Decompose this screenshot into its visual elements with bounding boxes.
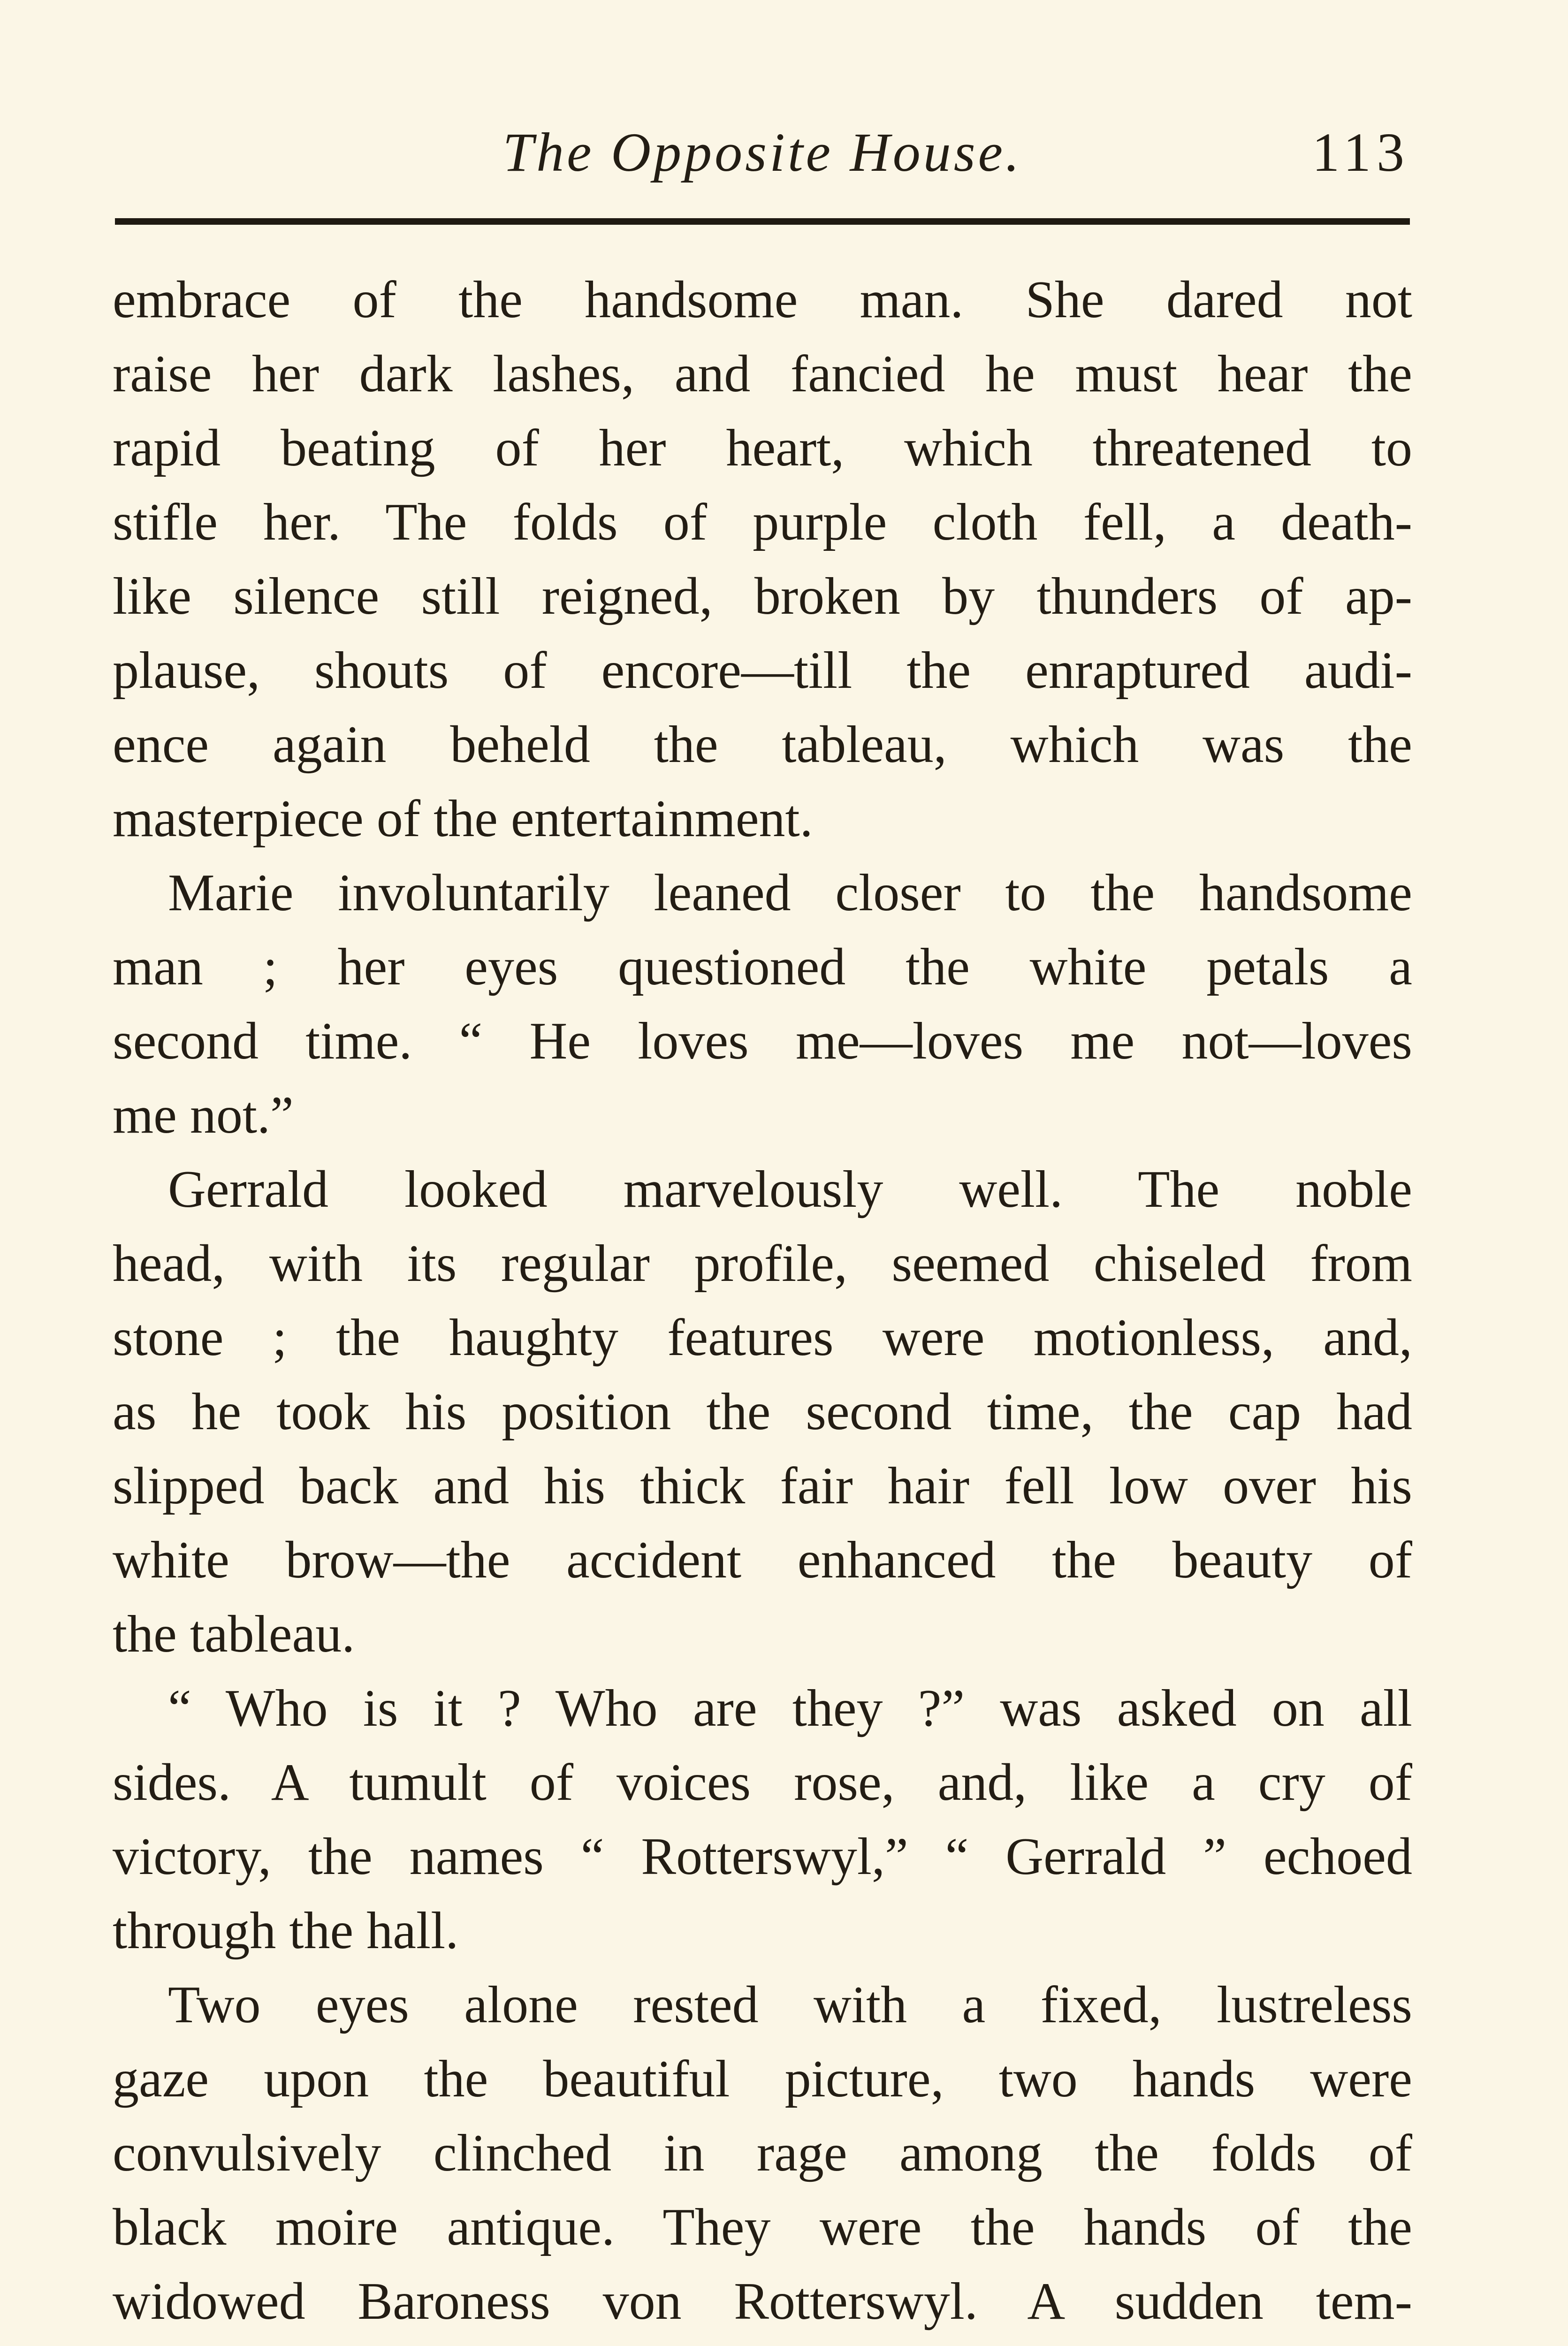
text-line: Gerrald looked marvelously well. The noble [168, 1160, 1412, 1219]
running-head [115, 120, 1410, 185]
text-line: head, with its regular profile, seemed chiseled from [113, 1234, 1412, 1293]
text-line: Marie involuntarily leaned closer to the handsome [168, 864, 1412, 922]
text-line: slipped back and his thick fair hair fell low over his [113, 1457, 1412, 1515]
text-line: black moire antique. They were the hands of the [113, 2198, 1412, 2256]
text-line: victory, the names “ Rotterswyl,” “ Gerrald ” echoed [113, 1828, 1412, 1886]
text-line: as he took his position the second time, the cap had [113, 1383, 1412, 1441]
text-line: rapid beating of her heart, which threatened to [113, 419, 1412, 477]
page-number: 113 [1312, 122, 1410, 183]
text-line: stone ; the haughty features were motionless, and, [113, 1309, 1412, 1367]
body-text [113, 263, 1412, 2338]
text-line: sides. A tumult of voices rose, and, like a cry of [113, 1753, 1412, 1812]
text-line: stifle her. The folds of purple cloth fell, a death- [113, 493, 1412, 551]
text-line: gaze upon the beautiful picture, two hands were [113, 2050, 1412, 2108]
text-line: raise her dark lashes, and fancied he must hear the [113, 345, 1412, 403]
text-line: me not.” [113, 1086, 294, 1144]
running-title: The Opposite House. [502, 122, 1022, 183]
text-line: the tableau. [113, 1605, 355, 1663]
text-line: widowed Baroness von Rotterswyl. A sudden tem- [113, 2272, 1412, 2331]
text-line: like silence still reigned, broken by thunders of ap- [113, 567, 1412, 625]
text-line: “ Who is it ? Who are they ?” was asked on all [168, 1679, 1412, 1737]
text-line: embrace of the handsome man. She dared not [113, 271, 1412, 329]
text-line: Two eyes alone rested with a fixed, lustreless [168, 1976, 1412, 2034]
text-line: ence again beheld the tableau, which was the [113, 716, 1412, 774]
text-line: man ; her eyes questioned the white petals a [113, 938, 1412, 996]
text-line: convulsively clinched in rage among the folds of [113, 2124, 1412, 2182]
header-rule [115, 218, 1410, 225]
text-line: second time. “ He loves me—loves me not—loves [113, 1012, 1412, 1070]
text-line: plause, shouts of encore—till the enraptured audi- [113, 641, 1412, 700]
text-line: through the hall. [113, 1902, 459, 1960]
text-line: masterpiece of the entertainment. [113, 790, 813, 848]
text-line: white brow—the accident enhanced the beauty of [113, 1531, 1412, 1589]
